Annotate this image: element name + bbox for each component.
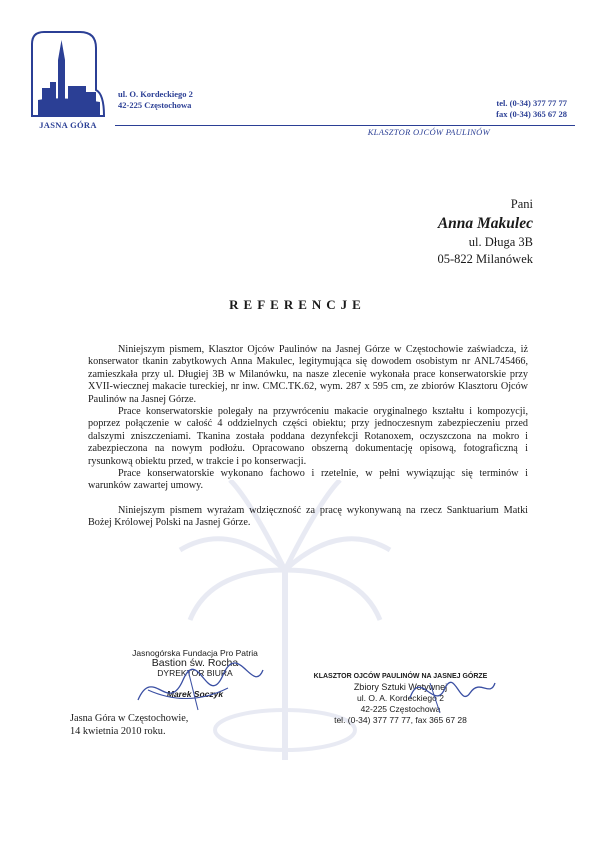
stamp-left-person: Marek Soczyk (166, 689, 224, 699)
signature-left (128, 660, 268, 720)
recipient-name: Anna Makulec (437, 215, 533, 232)
closing-date: 14 kwietnia 2010 roku. (70, 726, 166, 737)
document-title: REFERENCJE (229, 297, 366, 312)
recipient-street: ul. Długa 3B (468, 235, 533, 249)
letterhead-city: 42-225 Częstochowa (118, 100, 192, 110)
logo-label: JASNA GÓRA (39, 120, 97, 130)
stamp-left-line2: Bastion św. Rocha (151, 657, 239, 669)
body-paragraph-2: Prace konserwatorskie polegały na przywróceniu makacie oryginalnego kształtu i kompozycji, poprzez połączenie w całość 4 oddzielnych części obiektu; przy jednoczesnym zabezpieczeniu przed dalszymi zniszczeniami. Tkanina została poddana dezynfekcji Rotanoxem, oczyszczona na mokro i zabezpieczona na nowym podłożu. Opracowano obszerną dokumentację opisową, fotograficzną i rysunkową obiektu przed, w trakcie i po konserwacji. (88, 406, 528, 467)
closing-place-date (70, 712, 188, 738)
closing-place: Jasna Góra w Częstochowie, (70, 713, 189, 724)
letterhead-street: ul. O. Kordeckiego 2 (118, 89, 193, 99)
letterhead-address (118, 89, 193, 111)
recipient-city: 05-822 Milanówek (437, 252, 533, 266)
letterhead-contact (496, 98, 567, 120)
stamp-right-line1: KLASZTOR OJCÓW PAULINÓW NA JASNEJ GÓRZE (313, 673, 488, 680)
stamp-right-line3: ul. O. A. Kordeckiego 2 (357, 693, 444, 703)
stamp-left-line3: DYREKTOR BIURA (157, 668, 233, 678)
signature-right (400, 668, 500, 718)
body-paragraph-1: Niniejszym pismem, Klasztor Ojców Paulinów na Jasnej Górze w Częstochowie zaświadcza, iż konserwator tkanin zabytkowych Anna Makulec, legitymująca się dowodem osobistym nr ANL745466, zamieszkała przy ul. Długiej 3B w Milanówku, na nasze zlecenie wykonała prace konserwatorskie przy XVII-wiecznej makacie tureckiej, nr inw. CMC.TK.62, wym. 287 x 595 cm, ze zbiorów Klasztoru Ojców Paulinów na Jasnej Górze. (88, 344, 528, 405)
letter-body (88, 344, 528, 530)
letterhead-tel: tel. (0-34) 377 77 77 (496, 98, 567, 108)
letterhead-fax: fax (0-34) 365 67 28 (496, 109, 567, 119)
stamp-right-line4: 42-225 Częstochowa (360, 704, 441, 714)
body-paragraph-3: Prace konserwatorskie wykonano fachowo i rzetelnie, w pełni wywiązując się terminów i warunków zawartej umowy. (88, 468, 528, 492)
letterhead-divider (115, 125, 575, 126)
recipient-block (438, 196, 533, 268)
stamp-left-line1: Jasnogórska Fundacja Pro Patria (132, 648, 258, 658)
jasna-gora-logo (30, 30, 106, 118)
recipient-salutation: Pani (510, 197, 533, 211)
body-paragraph-4: Niniejszym pismem wyrażam wdzięczność za pracę wykonywaną na rzecz Sanktuarium Matki Bożej Królowej Polski na Jasnej Górze. (88, 504, 528, 529)
stamp-right-line5: tel. (0-34) 377 77 77, fax 365 67 28 (334, 715, 467, 725)
stamp-right-line2: Zbiory Sztuki Wotywnej (353, 682, 448, 692)
letterhead-organization: KLASZTOR OJCÓW PAULINÓW (367, 127, 490, 137)
